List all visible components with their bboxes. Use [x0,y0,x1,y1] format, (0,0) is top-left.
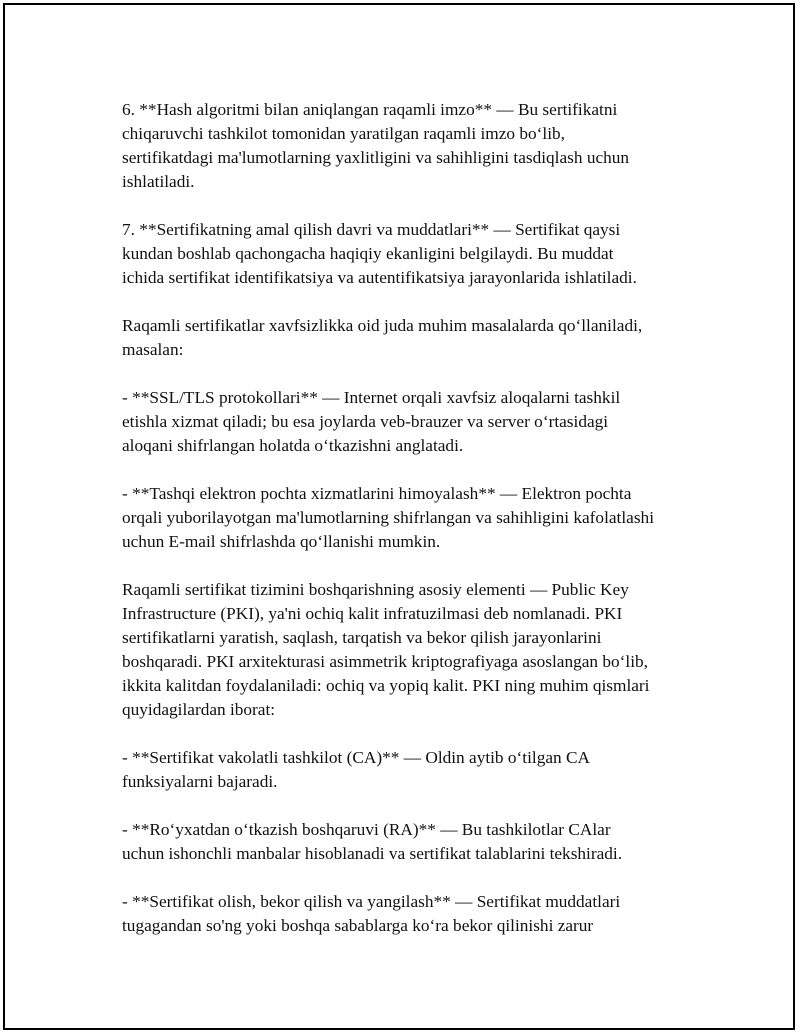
text-line: uchun ishonchli manbalar hisoblanadi va sertifikat talablarini tekshiradi. [122,844,623,863]
list-item-ca [122,746,712,794]
text-line: sertifikatdagi ma'lumotlarning yaxlitligini va sahihligini tasdiqlash uchun [122,148,630,167]
paragraph-validity-period [122,218,712,290]
text-line: aloqani shifrlangan holatda o‘tkazishni anglatadi. [122,436,464,455]
text-line: funksiyalarni bajaradi. [122,772,278,791]
text-line: chiqaruvchi tashkilot tomonidan yaratilgan raqamli imzo bo‘lib, [122,124,565,143]
text-line: uchun E-mail shifrlashda qo‘llanishi mumkin. [122,532,441,551]
text-line: - **Ro‘yxatdan o‘tkazish boshqaruvi (RA)** — Bu tashkilotlar CAlar [122,820,611,839]
text-line: ichida sertifikat identifikatsiya va autentifikatsiya jarayonlarida ishlatiladi. [122,268,637,287]
text-line: - **SSL/TLS protokollari** — Internet orqali xavfsiz aloqalarni tashkil [122,388,621,407]
text-line: 7. **Sertifikatning amal qilish davri va muddatlari** — Sertifikat qaysi [122,220,621,239]
list-item-ra [122,818,712,866]
text-line: quyidagilardan iborat: [122,700,276,719]
list-item-email-protection [122,482,712,554]
list-item-certificate-lifecycle [122,890,712,938]
page-content [122,98,712,962]
text-line: Raqamli sertifikatlar xavfsizlikka oid juda muhim masalalarda qo‘llaniladi, [122,316,643,335]
text-line: Infrastructure (PKI), ya'ni ochiq kalit infratuzilmasi deb nomlanadi. PKI [122,604,623,623]
paragraph-security-uses [122,314,712,362]
list-item-ssl-tls [122,386,712,458]
text-line: - **Sertifikat olish, bekor qilish va yangilash** — Sertifikat muddatlari [122,892,621,911]
text-line: Raqamli sertifikat tizimini boshqarishning asosiy elementi — Public Key [122,580,629,599]
text-line: - **Tashqi elektron pochta xizmatlarini himoyalash** — Elektron pochta [122,484,632,503]
text-line: masalan: [122,340,184,359]
paragraph-hash-signature [122,98,712,194]
text-line: boshqaradi. PKI arxitekturasi asimmetrik kriptografiyaga asoslangan bo‘lib, [122,652,648,671]
text-line: ikkita kalitdan foydalaniladi: ochiq va yopiq kalit. PKI ning muhim qismlari [122,676,650,695]
text-line: tugagandan so'ng yoki boshqa sabablarga ko‘ra bekor qilinishi zarur [122,916,594,935]
text-line: orqali yuborilayotgan ma'lumotlarning shifrlangan va sahihligini kafolatlashi [122,508,654,527]
text-line: ishlatiladi. [122,172,195,191]
text-line: 6. **Hash algoritmi bilan aniqlangan raqamli imzo** — Bu sertifikatni [122,100,618,119]
text-line: sertifikatlarni yaratish, saqlash, tarqatish va bekor qilish jarayonlarini [122,628,602,647]
paragraph-pki [122,578,712,722]
page-frame [3,3,795,1030]
text-line: etishla xizmat qiladi; bu esa joylarda veb-brauzer va server o‘rtasidagi [122,412,609,431]
text-line: kundan boshlab qachongacha haqiqiy ekanligini belgilaydi. Bu muddat [122,244,614,263]
text-line: - **Sertifikat vakolatli tashkilot (CA)** — Oldin aytib o‘tilgan CA [122,748,590,767]
